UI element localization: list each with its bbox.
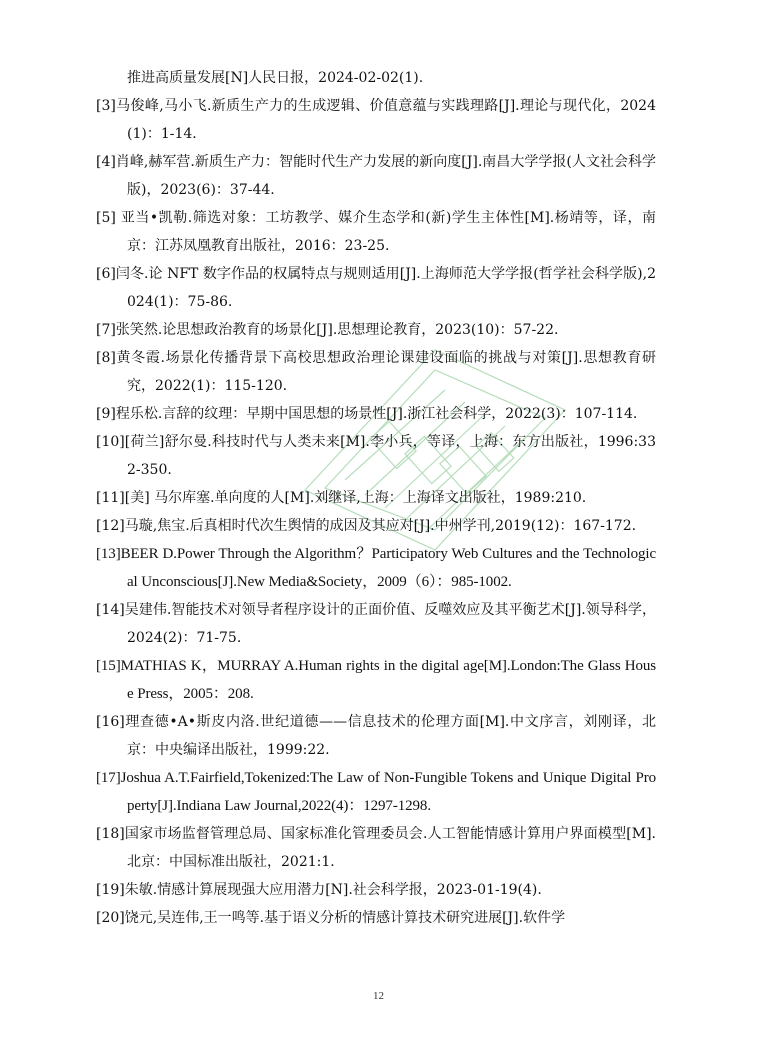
reference-entry: [17]Joshua A.T.Fairfield,Tokenized:The Law of Non-Fungible Tokens and Unique Digital Property[J].Indiana Law Journal,2022(4)：1297-1298. (96, 770, 656, 814)
reference-entry: [14]吴建伟.智能技术对领导者程序设计的正面价值、反噬效应及其平衡艺术[J].领导科学，2024(2)：71-75. (96, 602, 656, 646)
reference-entry: [13]BEER D.Power Through the Algorithm？Participatory Web Cultures and the Technological Unconscious[J].New Media&Society，2009（6）：985-1002. (96, 546, 656, 590)
reference-entry: [7]张笑然.论思想政治教育的场景化[J].思想理论教育，2023(10)：57-22. (96, 322, 559, 338)
reference-entry: [18]国家市场监督管理总局、国家标准化管理委员会.人工智能情感计算用户界面模型[M].北京：中国标准出版社，2021:1. (96, 826, 656, 870)
page-number: 12 (373, 990, 384, 1002)
reference-list (96, 64, 656, 932)
reference-entry: [16]理查德•A•斯皮内洛.世纪道德——信息技术的伦理方面[M].中文序言，刘刚译，北京：中央编译出版社，1999:22. (96, 714, 656, 758)
reference-entry: [12]马璇,焦宝.后真相时代次生舆情的成因及其应对[J].中州学刊,2019(12)：167-172. (96, 518, 637, 534)
reference-entry: 推进高质量发展[N]人民日报，2024-02-02(1). (127, 70, 424, 86)
reference-entry: [19]朱敏.情感计算展现强大应用潜力[N].社会科学报，2023-01-19(4). (96, 882, 542, 898)
reference-entry: [9]程乐松.言辞的纹理：早期中国思想的场景性[J].浙江社会科学，2022(3)：107-114. (96, 406, 638, 422)
reference-entry: [20]饶元,吴连伟,王一鸣等.基于语义分析的情感计算技术研究进展[J].软件学 (96, 910, 566, 926)
reference-entry: [8]黄冬霞.场景化传播背景下高校思想政治理论课建设面临的挑战与对策[J].思想教育研究，2022(1)：115-120. (96, 350, 656, 394)
reference-entry: [4]肖峰,赫军营.新质生产力：智能时代生产力发展的新向度[J].南昌大学学报(人文社会科学版)，2023(6)：37-44. (96, 154, 656, 198)
reference-entry: [11][美] 马尔库塞.单向度的人[M].刘继译,上海：上海译文出版社，1989:210. (96, 490, 587, 506)
reference-entry: [15]MATHIAS K，MURRAY A.Human rights in the digital age[M].London:The Glass House Press，2005：208. (96, 658, 656, 702)
reference-entry: [6]闫冬.论 NFT 数字作品的权属特点与规则适用[J].上海师范大学学报(哲学社会科学版),2024(1)：75-86. (96, 266, 656, 310)
reference-entry: [3]马俊峰,马小飞.新质生产力的生成逻辑、价值意蕴与实践理路[J].理论与现代化，2024(1)：1-14. (96, 98, 656, 142)
reference-entry: [10][荷兰]舒尔曼.科技时代与人类未来[M].李小兵，等译，上海：东方出版社，1996:332-350. (96, 434, 656, 478)
reference-entry: [5] 亚当•凯勒.筛选对象：工坊教学、媒介生态学和(新)学生主体性[M].杨靖等，译，南京：江苏凤凰教育出版社，2016：23-25. (96, 210, 656, 254)
